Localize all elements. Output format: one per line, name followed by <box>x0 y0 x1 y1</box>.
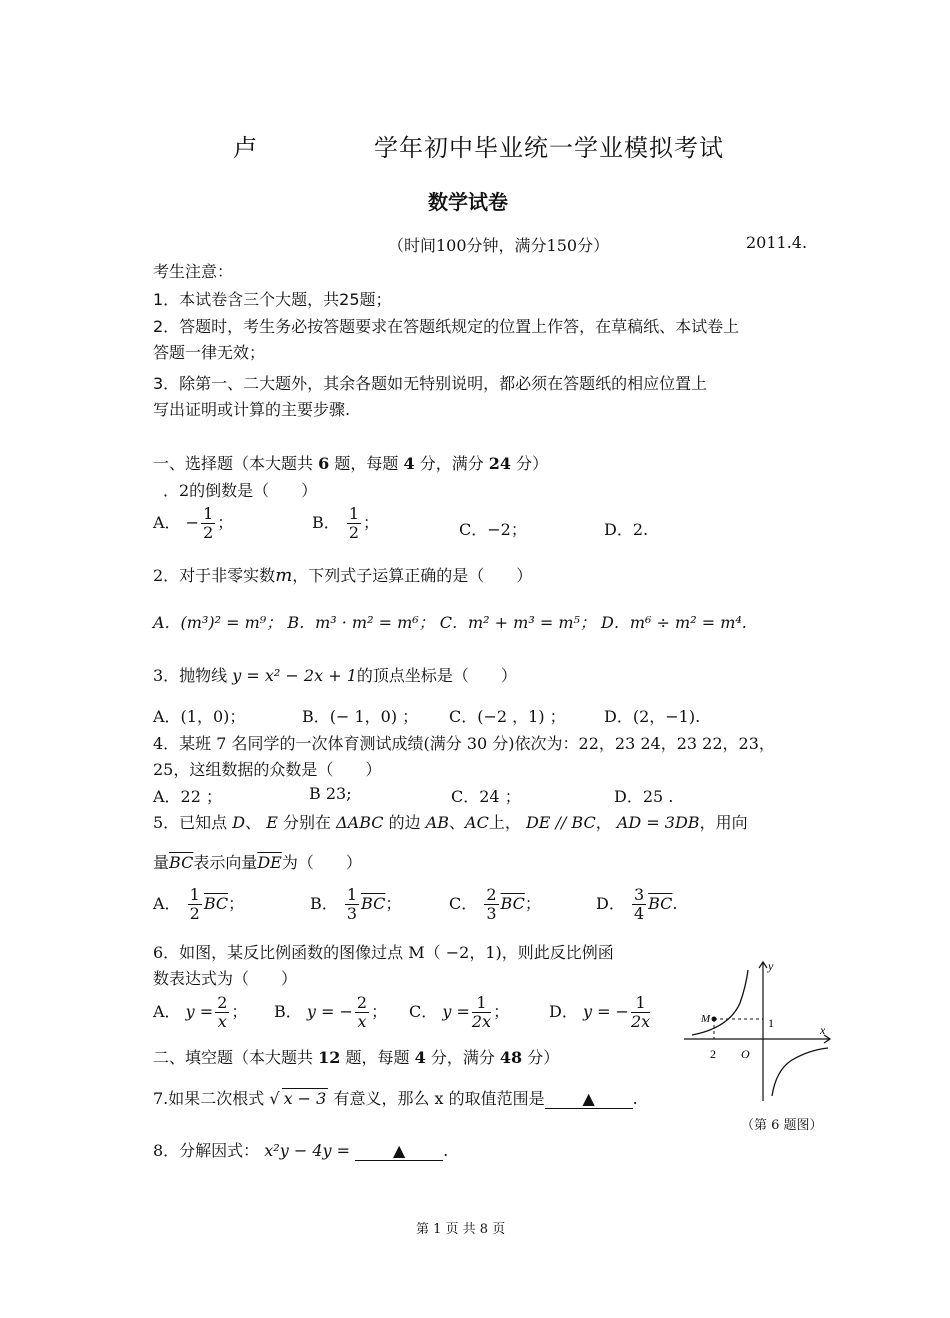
q6-option-b: B． y = − $\frac{2}{x}$ ； <box>274 993 388 1031</box>
question-stem: 6．如图，某反比例函数的图像过点 M（ −2，1)，则此反比例函 <box>153 943 614 962</box>
q1-option-b: B． $\frac{1}{2}$ ； <box>312 504 380 542</box>
q1-option-a: A． − $\frac{1}{2}$ ； <box>153 504 234 542</box>
question-stem: 5．已知点 D、 E 分别在 ΔABC 的边 AB、AC上， DE // BC， AD = 3DB，用向 <box>153 813 748 832</box>
answer-blank[interactable]: ▲ <box>355 1141 443 1161</box>
q6-option-a: A． y = $\frac{2}{x}$ ； <box>153 993 248 1031</box>
hyperbola-figure <box>684 958 834 1103</box>
notice-item: 2．答题时，考生务必按答题要求在答题纸规定的位置上作答，在草稿纸、本试卷上 <box>153 317 740 336</box>
question-stem: 8．分解因式： x²y − 4y = ▲ . <box>153 1141 449 1160</box>
q6-option-c: C． y = $\frac{1}{2x}$ ； <box>409 993 510 1031</box>
q3-option-d: D．(2，−1). <box>604 707 701 726</box>
title-left: 卢 <box>233 134 258 162</box>
question-stem-cont: 数表达式为（ ） <box>153 969 298 988</box>
q1-option-d: D．2. <box>604 520 649 539</box>
question-stem: 3．抛物线 y = x² − 2x + 1的顶点坐标是（ ） <box>153 666 517 685</box>
q4-option-d: D．25 . <box>614 787 674 806</box>
x-axis-label: x <box>820 1023 826 1037</box>
answer-blank[interactable]: ▲ <box>545 1089 633 1109</box>
q4-option-b: B 23; <box>309 784 352 803</box>
q2-options: A．(m³)² = m⁹； B．m³ · m² = m⁶； C．m² + m³ = m⁵； D．m⁶ ÷ m² = m⁴. <box>153 613 747 632</box>
q6-option-d: D． y = − $\frac{1}{2x}$ <box>549 993 651 1031</box>
section-heading: 一、选择题（本大题共 6 题，每题 4 分，满分 24 分） <box>153 454 549 473</box>
tick-y-label: 1 <box>768 1016 774 1030</box>
question-stem: 7.如果二次根式 √ x − 3 有意义，那么 x 的取值范围是 ▲ . <box>153 1089 638 1108</box>
question-stem: 2．对于非零实数m，下列式子运算正确的是（ ） <box>153 565 533 586</box>
question-stem-cont: 25，这组数据的众数是（ ） <box>153 760 382 779</box>
page-footer: 第 1 页 共 8 页 <box>416 1222 506 1237</box>
q3-option-a: A．(1，0)； <box>153 707 246 726</box>
q4-option-c: C．24 ； <box>451 787 521 806</box>
notice-item: 写出证明或计算的主要步骤. <box>153 400 351 419</box>
curve-branch-left <box>692 970 748 1035</box>
q3-option-b: B．(− 1，0) ； <box>302 707 419 726</box>
q5-option-a: A． $\frac{1}{2}$ $\overline{BC}$； <box>153 885 245 923</box>
q1-option-c: C．−2； <box>459 520 527 539</box>
point-m <box>712 1017 717 1022</box>
curve-branch-right <box>772 1048 828 1096</box>
figure-caption: （第 6 题图） <box>741 1118 823 1133</box>
tick-x-label: 2 <box>710 1047 716 1061</box>
notice-item: 答题一律无效； <box>153 343 266 362</box>
point-m-label: M <box>701 1013 711 1025</box>
question-stem: ．2的倒数是（ ） <box>163 481 318 500</box>
q5-option-c: C． $\frac{2}{3}$ $\overline{BC}$； <box>449 885 541 923</box>
question-stem-cont: 量$\overline{BC}$表示向量$\overline{DE}$为（ ） <box>153 853 362 872</box>
time-info: （时间100分钟，满分150分） <box>388 236 610 255</box>
q3-option-c: C．(−2 ，1) ； <box>449 707 566 726</box>
q5-option-d: D． $\frac{3}{4}$ $\overline{BC}$. <box>596 885 678 923</box>
section-heading: 二、填空题（本大题共 12 题，每题 4 分，满分 48 分） <box>153 1048 560 1067</box>
y-axis-label: y <box>768 959 774 973</box>
question-stem: 4．某班 7 名同学的一次体育测试成绩(满分 30 分)依次为：22，23 24，23 22，23， <box>153 734 775 753</box>
q4-option-a: A．22 ； <box>153 787 223 806</box>
notice-item: 1．本试卷含三个大题，共25题； <box>153 290 392 309</box>
page-title: 学年初中毕业统一学业模拟考试 <box>374 134 724 162</box>
notice-item: 3．除第一、二大题外，其余各题如无特别说明，都必须在答题纸的相应位置上 <box>153 374 708 393</box>
origin-label: O <box>741 1047 750 1061</box>
q5-option-b: B． $\frac{1}{3}$ $\overline{BC}$； <box>310 885 402 923</box>
exam-date: 2011.4. <box>746 233 808 252</box>
notice-heading: 考生注意： <box>153 262 234 281</box>
subtitle: 数学试卷 <box>428 190 508 214</box>
